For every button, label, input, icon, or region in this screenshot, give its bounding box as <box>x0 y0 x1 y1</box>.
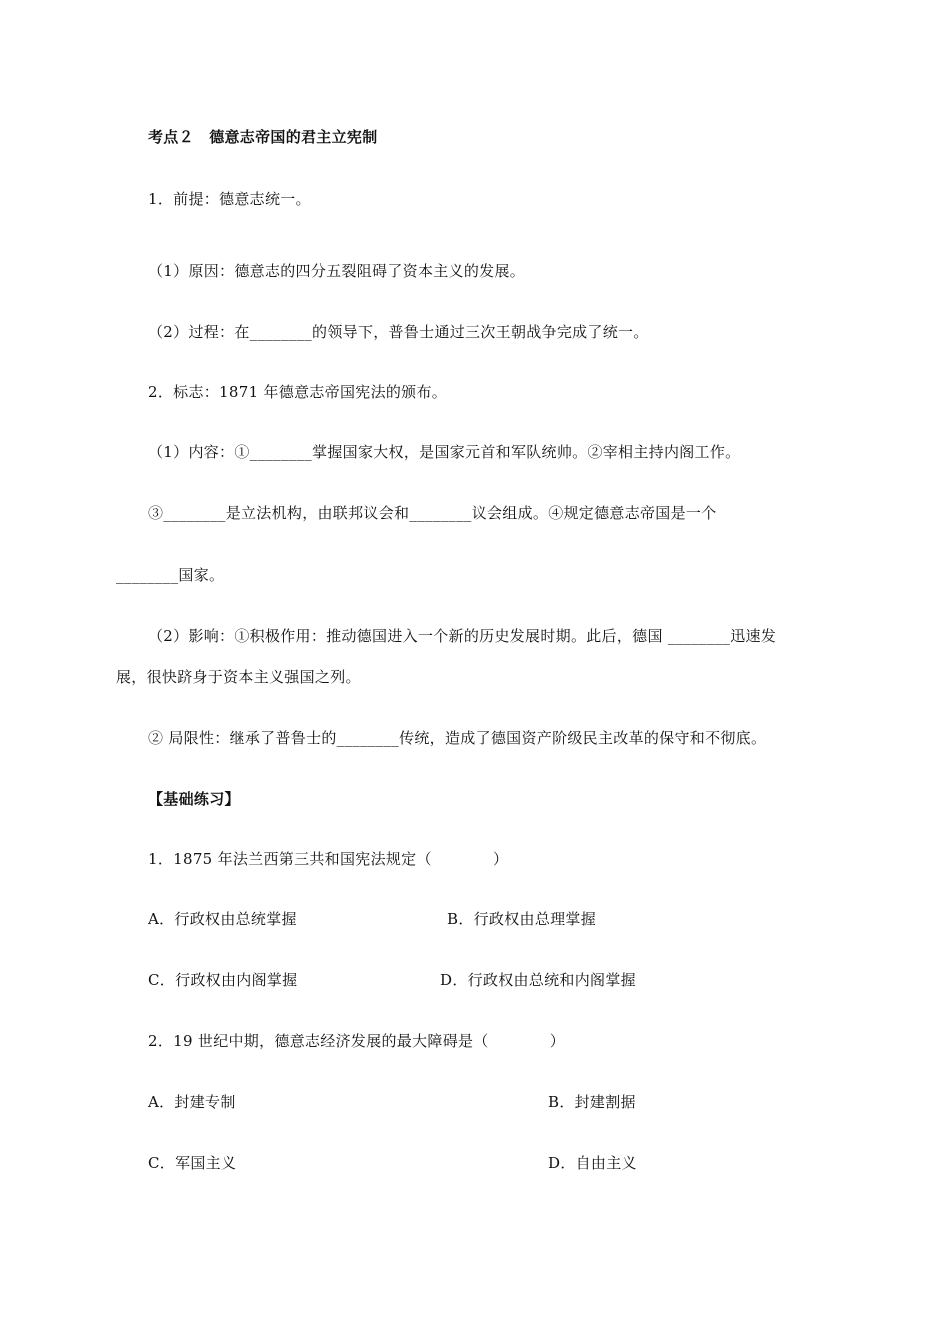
paragraph-cause: （1）原因：德意志的四分五裂阻碍了资本主义的发展。 <box>148 262 526 280</box>
question-2-option-a: A．封建专制 <box>148 1093 236 1111</box>
paragraph-limitation: ② 局限性：继承了普鲁士的________传统，造成了德国资产阶级民主改革的保守和不彻底。 <box>148 729 767 747</box>
question-1-option-b: B．行政权由总理掌握 <box>447 910 597 928</box>
section-title: 考点２ 德意志帝国的君主立宪制 <box>148 128 378 146</box>
paragraph-influence-cont: 展，很快跻身于资本主义强国之列。 <box>116 668 361 686</box>
question-1-option-a: A．行政权由总统掌握 <box>148 910 297 928</box>
paragraph-sign: 2．标志：1871 年德意志帝国宪法的颁布。 <box>148 383 448 401</box>
question-1-option-d: D．行政权由总统和内阁掌握 <box>440 971 636 989</box>
question-2-option-c: C．军国主义 <box>148 1154 237 1172</box>
paragraph-influence: （2）影响：①积极作用：推动德国进入一个新的历史发展时期。此后，德国 ________迅速发 <box>148 627 777 645</box>
question-1-option-c: C．行政权由内阁掌握 <box>148 971 298 989</box>
paragraph-content: （1）内容：①________掌握国家大权，是国家元首和军队统帅。②宰相主持内阁工作。 <box>148 443 741 461</box>
paragraph-content-end: ________国家。 <box>116 566 225 584</box>
question-1-stem: 1．1875 年法兰西第三共和国宪法规定（ ） <box>148 850 509 868</box>
exercise-heading: 【基础练习】 <box>148 790 240 808</box>
paragraph-content-cont: ③________是立法机构，由联邦议会和________议会组成。④规定德意志帝国是一个 <box>148 504 717 522</box>
paragraph-process: （2）过程：在________的领导下，普鲁士通过三次王朝战争完成了统一。 <box>148 323 649 341</box>
question-2-stem: 2．19 世纪中期，德意志经济发展的最大障碍是（ ） <box>148 1032 566 1050</box>
question-2-option-d: D．自由主义 <box>548 1154 637 1172</box>
paragraph-premise: 1．前提：德意志统一。 <box>148 190 311 208</box>
question-2-option-b: B．封建割据 <box>548 1093 636 1111</box>
